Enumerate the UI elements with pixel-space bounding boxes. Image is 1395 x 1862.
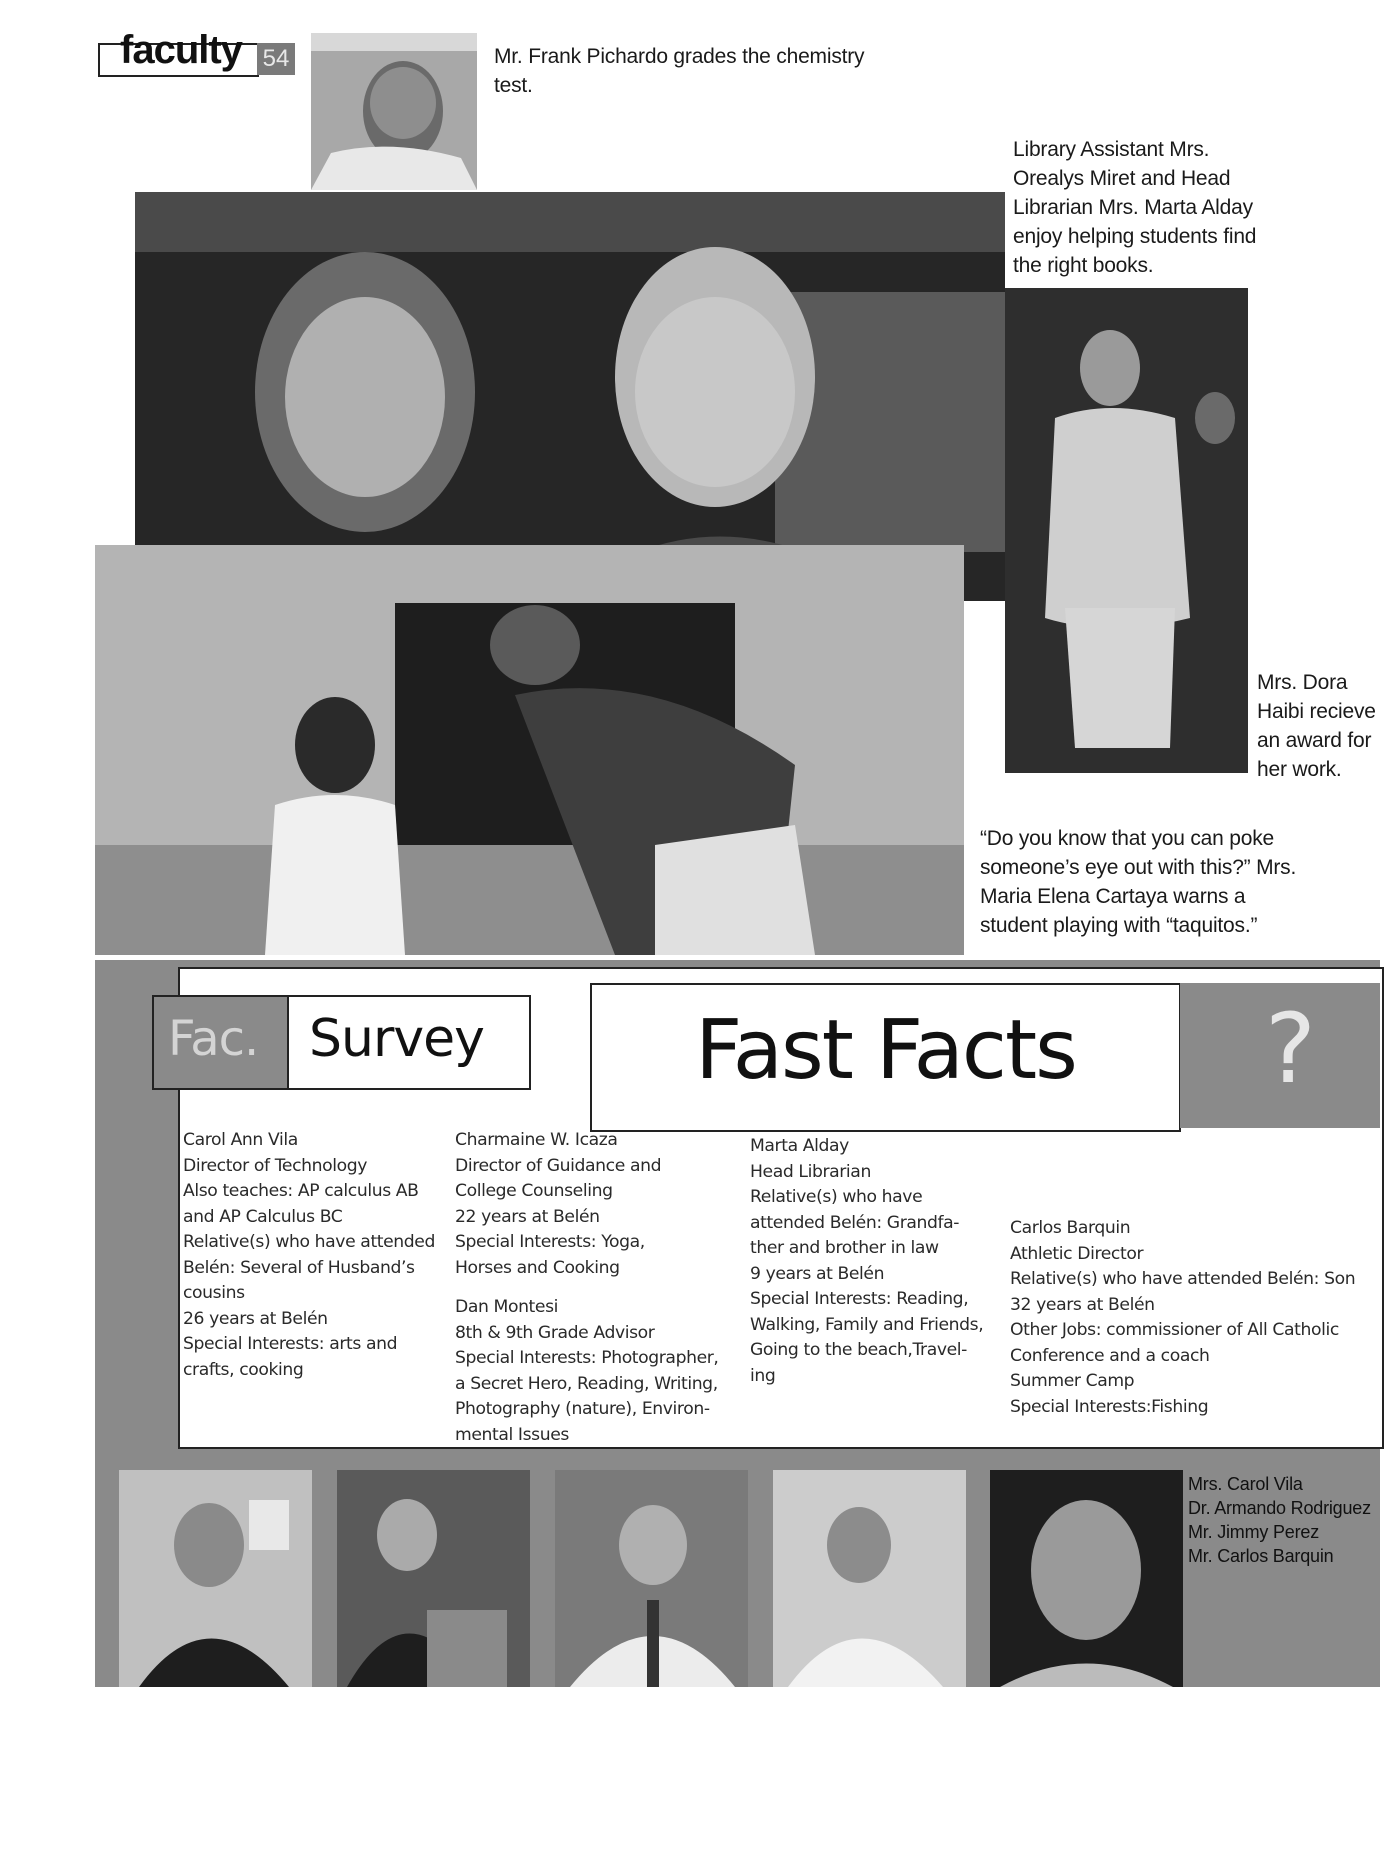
fast-facts-title: Fast Facts — [695, 1003, 1076, 1098]
survey-label: Survey — [309, 1009, 484, 1069]
question-mark-box — [1180, 983, 1380, 1128]
survey-label-box — [287, 995, 531, 1090]
fast-facts-box — [590, 983, 1181, 1132]
photo-miret-alday — [135, 192, 1005, 601]
fac-label: Fac. — [168, 1011, 259, 1067]
photo-rodriguez — [337, 1470, 530, 1687]
caption-library: Library Assistant Mrs. Orealys Miret and Head Librarian Mrs. Marta Alday enjoy helping students find the right books. — [1013, 138, 1257, 277]
section-header — [98, 28, 296, 75]
facts-icaza: Charmaine W. Icaza Director of Guidance and College Counseling 22 years at Belén Special Interests: Yoga, Horses and Cooking — [455, 1130, 662, 1278]
facts-montesi: Dan Montesi 8th & 9th Grade Advisor Special Interests: Photographer, a Secret Hero, Reading, Writing, Photography (nature), Environ- mental Issues — [455, 1297, 719, 1445]
photo-haibi — [1005, 288, 1248, 773]
caption-cartaya: “Do you know that you can poke someone’s eye out with this?” Mrs. Maria Elena Cartaya warns a student playing with “taquitos.” — [980, 827, 1297, 937]
photo-vila — [119, 1470, 312, 1687]
fac-label-box — [152, 995, 289, 1090]
caption-pichardo: Mr. Frank Pichardo grades the chemistry test. — [494, 45, 865, 97]
caption-bottom-names: Mrs. Carol Vila Dr. Armando Rodriguez Mr. Jimmy Perez Mr. Carlos Barquin — [1188, 1474, 1371, 1566]
photo-pichardo — [311, 33, 477, 190]
page-number: 54 — [257, 43, 295, 75]
photo-perez — [555, 1470, 748, 1687]
facts-barquin: Carlos Barquin Athletic Director Relative(s) who have attended Belén: Son 32 years at Belén Other Jobs: commissioner of All Catholic Conference and a coach Summer Camp Special Interests:Fishing — [1010, 1218, 1356, 1417]
photo-barquin-2 — [990, 1470, 1183, 1687]
photo-cartaya — [95, 545, 964, 955]
photo-barquin-1 — [773, 1470, 966, 1687]
facts-alday: Marta Alday Head Librarian Relative(s) who have attended Belén: Grandfa- ther and brother in law 9 years at Belén Special Interests: Reading, Walking, Family and Friends, Going to the beach,Travel- ing — [750, 1136, 984, 1386]
section-title: faculty — [120, 28, 242, 72]
caption-haibi: Mrs. Dora Haibi recieve an award for her work. — [1257, 671, 1376, 781]
question-mark: ? — [1265, 993, 1316, 1105]
facts-vila: Carol Ann Vila Director of Technology Also teaches: AP calculus AB and AP Calculus BC Relative(s) who have attended Belén: Several of Husband’s cousins 26 years at Belén Special Interests: arts and crafts, cooking — [183, 1130, 435, 1380]
